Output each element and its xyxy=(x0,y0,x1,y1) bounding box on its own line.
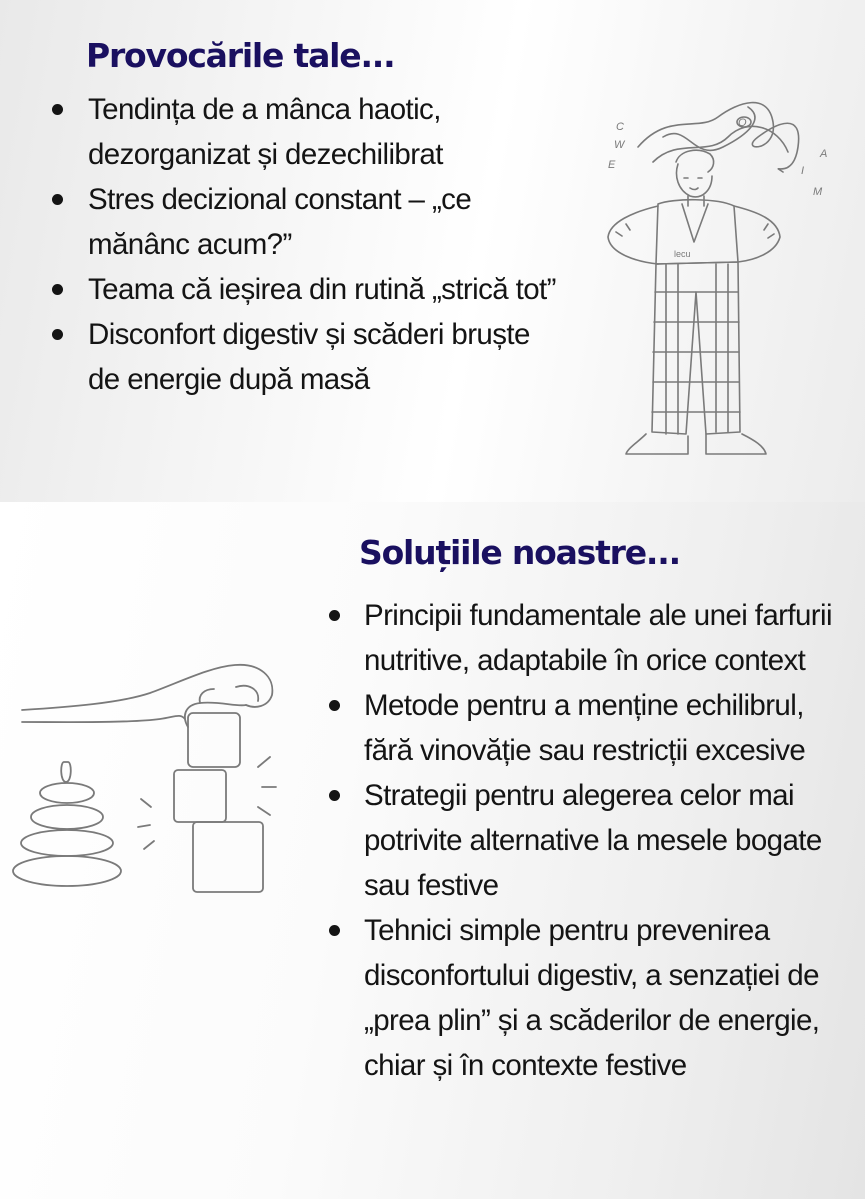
shirt-text: lecu xyxy=(674,249,691,259)
scribble-letter: I xyxy=(801,165,805,177)
scribble-letter: E xyxy=(608,159,616,171)
list-item: Disconfort digestiv și scăderi bruște de energie după masă xyxy=(88,312,568,402)
scribble-letter: C xyxy=(616,121,624,133)
list-item: Strategii pentru alegerea celor mai potrivite alternative la mesele bogate sau festive xyxy=(364,773,834,908)
confused-person-illustration xyxy=(598,92,843,467)
solutions-section xyxy=(0,502,865,1199)
hand-stacking-blocks-illustration xyxy=(10,627,300,907)
list-item: Stres decizional constant – „ce mănânc acum?” xyxy=(88,177,568,267)
scribble-letter: W xyxy=(614,139,625,151)
list-item: Metode pentru a menține echilibrul, fără vinovăție sau restricții excesive xyxy=(364,683,834,773)
list-item: Tendința de a mânca haotic, dezorganizat și dezechilibrat xyxy=(88,87,568,177)
list-item: Principii fundamentale ale unei farfurii nutritive, adaptabile în orice context xyxy=(364,593,834,683)
solutions-title: Soluțiile noastre... xyxy=(359,533,680,572)
challenges-list xyxy=(88,87,568,402)
challenges-section xyxy=(0,0,865,502)
list-item: Teama că ieșirea din rutină „strică tot” xyxy=(88,267,568,312)
scribble-letter: O xyxy=(738,117,747,129)
scribble-letter: M xyxy=(813,186,823,198)
scribble-letter: A xyxy=(820,148,828,160)
challenges-title: Provocările tale... xyxy=(86,36,395,75)
solutions-list xyxy=(364,593,834,1088)
list-item: Tehnici simple pentru prevenirea disconfortului digestiv, a senzației de „prea plin” și a scăderilor de energie, chiar și în contexte festive xyxy=(364,908,834,1088)
